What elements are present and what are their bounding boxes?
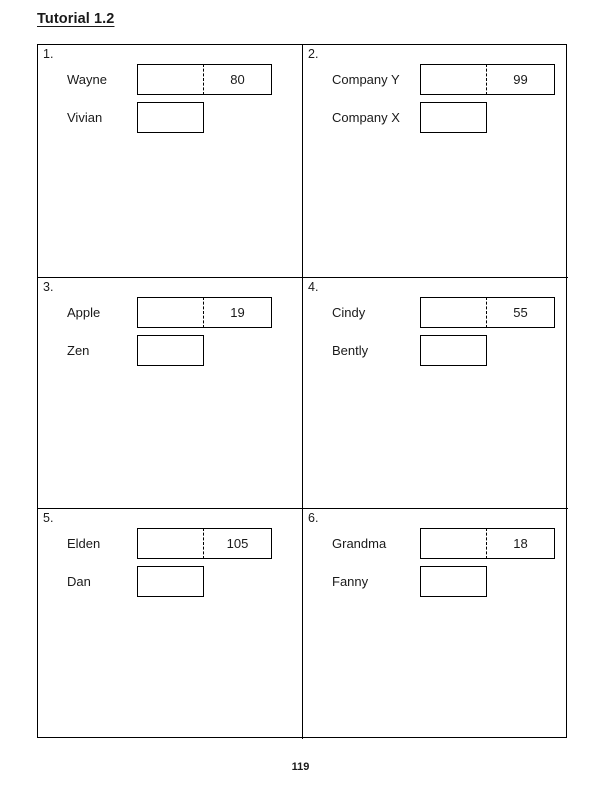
- tape-long: [420, 64, 555, 95]
- bar-row-long: [38, 527, 302, 560]
- tape-short: [137, 102, 204, 133]
- tape-segment-value: 19: [204, 297, 272, 328]
- tape-short: [420, 566, 487, 597]
- problem-cell-5: [38, 509, 303, 739]
- tape-long: [420, 297, 555, 328]
- bar-row-long: [38, 63, 302, 96]
- tape-segment-unknown: [137, 64, 204, 95]
- problem-number: 4.: [308, 280, 319, 294]
- bar-label: Company X: [332, 110, 400, 125]
- problem-cell-2: [303, 45, 568, 278]
- tape-short: [420, 335, 487, 366]
- problem-number: 2.: [308, 47, 319, 61]
- page-title: Tutorial 1.2: [37, 11, 115, 27]
- bar-model-diagram: [303, 527, 568, 598]
- bar-row-long: [303, 527, 568, 560]
- bar-row-short: [303, 101, 568, 134]
- tape-segment-unknown: [420, 566, 487, 597]
- bar-label: Vivian: [67, 110, 103, 125]
- bar-row-long: [38, 296, 302, 329]
- bar-row-long: [303, 296, 568, 329]
- tape-segment-value: 99: [487, 64, 555, 95]
- tape-short: [137, 566, 204, 597]
- bar-row-short: [303, 334, 568, 367]
- tape-segment-unknown: [420, 102, 487, 133]
- tape-long: [420, 528, 555, 559]
- worksheet-grid: [37, 44, 567, 738]
- tape-segment-value: 18: [487, 528, 555, 559]
- tape-segment-unknown: [420, 335, 487, 366]
- tape-segment-unknown: [137, 102, 204, 133]
- bar-model-diagram: [303, 296, 568, 367]
- tape-segment-unknown: [137, 566, 204, 597]
- tape-segment-value: 55: [487, 297, 555, 328]
- bar-label: Apple: [67, 305, 101, 320]
- bar-row-short: [38, 101, 302, 134]
- bar-label: Zen: [67, 343, 90, 358]
- bar-label: Elden: [67, 536, 101, 551]
- problem-number: 5.: [43, 511, 54, 525]
- tape-segment-value: 105: [204, 528, 272, 559]
- bar-label: Cindy: [332, 305, 366, 320]
- bar-label: Bently: [332, 343, 369, 358]
- problem-cell-3: [38, 278, 303, 509]
- tape-long: [137, 64, 272, 95]
- problem-cell-4: [303, 278, 568, 509]
- tape-short: [420, 102, 487, 133]
- bar-label: Wayne: [67, 72, 107, 87]
- tape-long: [137, 528, 272, 559]
- bar-model-diagram: [38, 296, 302, 367]
- bar-row-short: [303, 565, 568, 598]
- tape-long: [137, 297, 272, 328]
- problem-number: 6.: [308, 511, 319, 525]
- tape-short: [137, 335, 204, 366]
- tape-segment-unknown: [420, 528, 487, 559]
- bar-label: Company Y: [332, 72, 400, 87]
- page-number: 119: [291, 761, 310, 773]
- problem-cell-6: [303, 509, 568, 739]
- tape-segment-unknown: [420, 64, 487, 95]
- problem-number: 3.: [43, 280, 54, 294]
- bar-row-short: [38, 334, 302, 367]
- bar-row-short: [38, 565, 302, 598]
- tape-segment-unknown: [137, 297, 204, 328]
- bar-label: Fanny: [332, 574, 369, 589]
- bar-model-diagram: [38, 527, 302, 598]
- bar-model-diagram: [38, 63, 302, 134]
- problem-cell-1: [38, 45, 303, 278]
- bar-label: Grandma: [332, 536, 387, 551]
- bar-model-diagram: [303, 63, 568, 134]
- problem-number: 1.: [43, 47, 54, 61]
- tape-segment-unknown: [137, 335, 204, 366]
- bar-row-long: [303, 63, 568, 96]
- tape-segment-unknown: [420, 297, 487, 328]
- bar-label: Dan: [67, 574, 91, 589]
- tape-segment-value: 80: [204, 64, 272, 95]
- tape-segment-unknown: [137, 528, 204, 559]
